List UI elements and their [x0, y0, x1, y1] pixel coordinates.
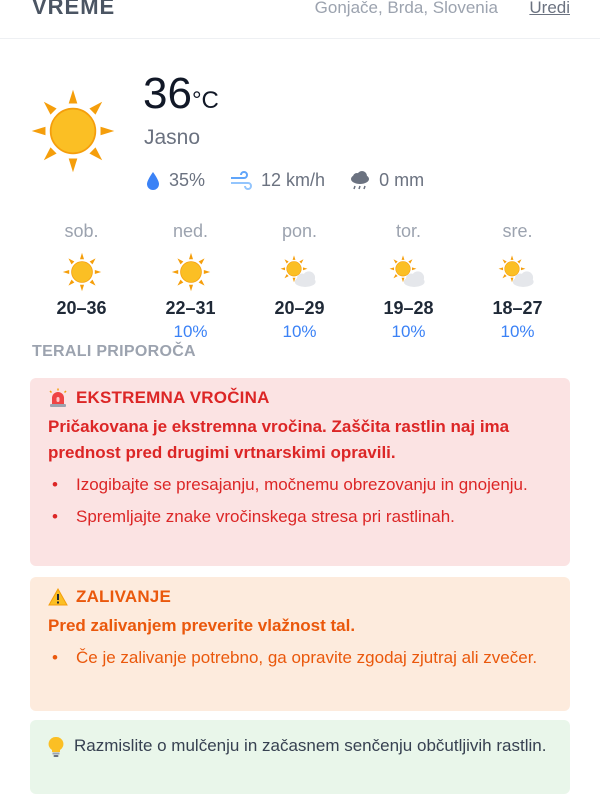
- temperature-value: 36: [143, 69, 192, 118]
- current-stats: [145, 170, 448, 191]
- daily-forecast: [27, 220, 572, 340]
- forecast-day: [354, 220, 463, 340]
- tip-content: [48, 732, 552, 759]
- siren-icon: [48, 388, 68, 408]
- sun-icon: [27, 252, 136, 292]
- forecast-day-name: tor.: [395, 221, 421, 241]
- rain-cloud-icon: [349, 171, 371, 191]
- list-item: • Izogibajte se presajanju, močnemu obrezovanju in gnojenju.: [48, 472, 552, 498]
- heat-alert-lead: Pričakovana je ekstremna vročina. Zaščita rastlin naj ima prednost pred drugimi vrtnarskimi opravili.: [48, 417, 510, 462]
- heat-alert-card: [30, 378, 570, 566]
- list-item: • Če je zalivanje potrebno, ga opravite zgodaj zjutraj ali zvečer.: [48, 645, 552, 671]
- forecast-temp-range: 18–27: [492, 298, 543, 318]
- wind-icon: [229, 171, 253, 191]
- app-header: [0, 0, 600, 39]
- forecast-temp-range: 20–29: [274, 298, 325, 318]
- forecast-precip: 10%: [500, 322, 535, 341]
- forecast-temp-range: 22–31: [165, 298, 216, 318]
- forecast-precip: 10%: [391, 322, 426, 341]
- watering-list: [48, 645, 552, 671]
- list-item: • Spremljajte znake vročinskega stresa pri rastlinah.: [48, 504, 552, 530]
- tip-card: [30, 720, 570, 794]
- precip-stat: [349, 170, 424, 191]
- droplet-icon: [145, 171, 161, 191]
- forecast-day-name: ned.: [172, 221, 209, 241]
- temperature-unit: °C: [191, 87, 219, 114]
- edit-location-link[interactable]: Uredi: [529, 0, 570, 17]
- heat-alert-heading: EKSTREMNA VROČINA: [76, 388, 270, 407]
- current-temperature: [143, 68, 219, 127]
- forecast-precip: 10%: [282, 322, 317, 341]
- forecast-day: [245, 220, 354, 340]
- forecast-day-name: sre.: [502, 221, 533, 241]
- partly-cloudy-icon: [245, 252, 354, 292]
- warning-icon: [48, 588, 68, 606]
- partly-cloudy-icon: [463, 252, 572, 292]
- watering-lead: Pred zalivanjem preverite vlažnost tal.: [48, 616, 356, 635]
- recommendations-title: TERALI PRIPOROČA: [32, 343, 196, 360]
- forecast-day: [136, 220, 245, 340]
- heat-alert-list: [48, 472, 552, 530]
- current-condition: Jasno: [144, 126, 201, 149]
- app-title: VREME: [32, 0, 116, 19]
- lightbulb-icon: [48, 736, 64, 758]
- partly-cloudy-icon: [354, 252, 463, 292]
- sun-icon: [30, 88, 116, 174]
- humidity-stat: [145, 170, 205, 191]
- precip-value: 0 mm: [379, 170, 425, 190]
- forecast-day: [27, 220, 136, 340]
- location-label: Gonjače, Brda, Slovenia: [314, 0, 498, 17]
- forecast-precip: 10%: [173, 322, 208, 341]
- tip-text: Razmislite o mulčenju in začasnem senčenju občutljivih rastlin.: [74, 736, 547, 755]
- wind-stat: [229, 170, 325, 191]
- forecast-day-name: pon.: [281, 221, 318, 241]
- forecast-temp-range: 19–28: [383, 298, 434, 318]
- sun-icon: [136, 252, 245, 292]
- wind-value: 12 km/h: [261, 170, 326, 190]
- humidity-value: 35%: [169, 170, 206, 190]
- heat-alert-title: [48, 388, 552, 408]
- forecast-day: [463, 220, 572, 340]
- forecast-day-name: sob.: [64, 221, 99, 241]
- watering-title: [48, 587, 552, 607]
- forecast-temp-range: 20–36: [56, 298, 107, 318]
- watering-card: [30, 577, 570, 711]
- watering-heading: ZALIVANJE: [76, 587, 171, 606]
